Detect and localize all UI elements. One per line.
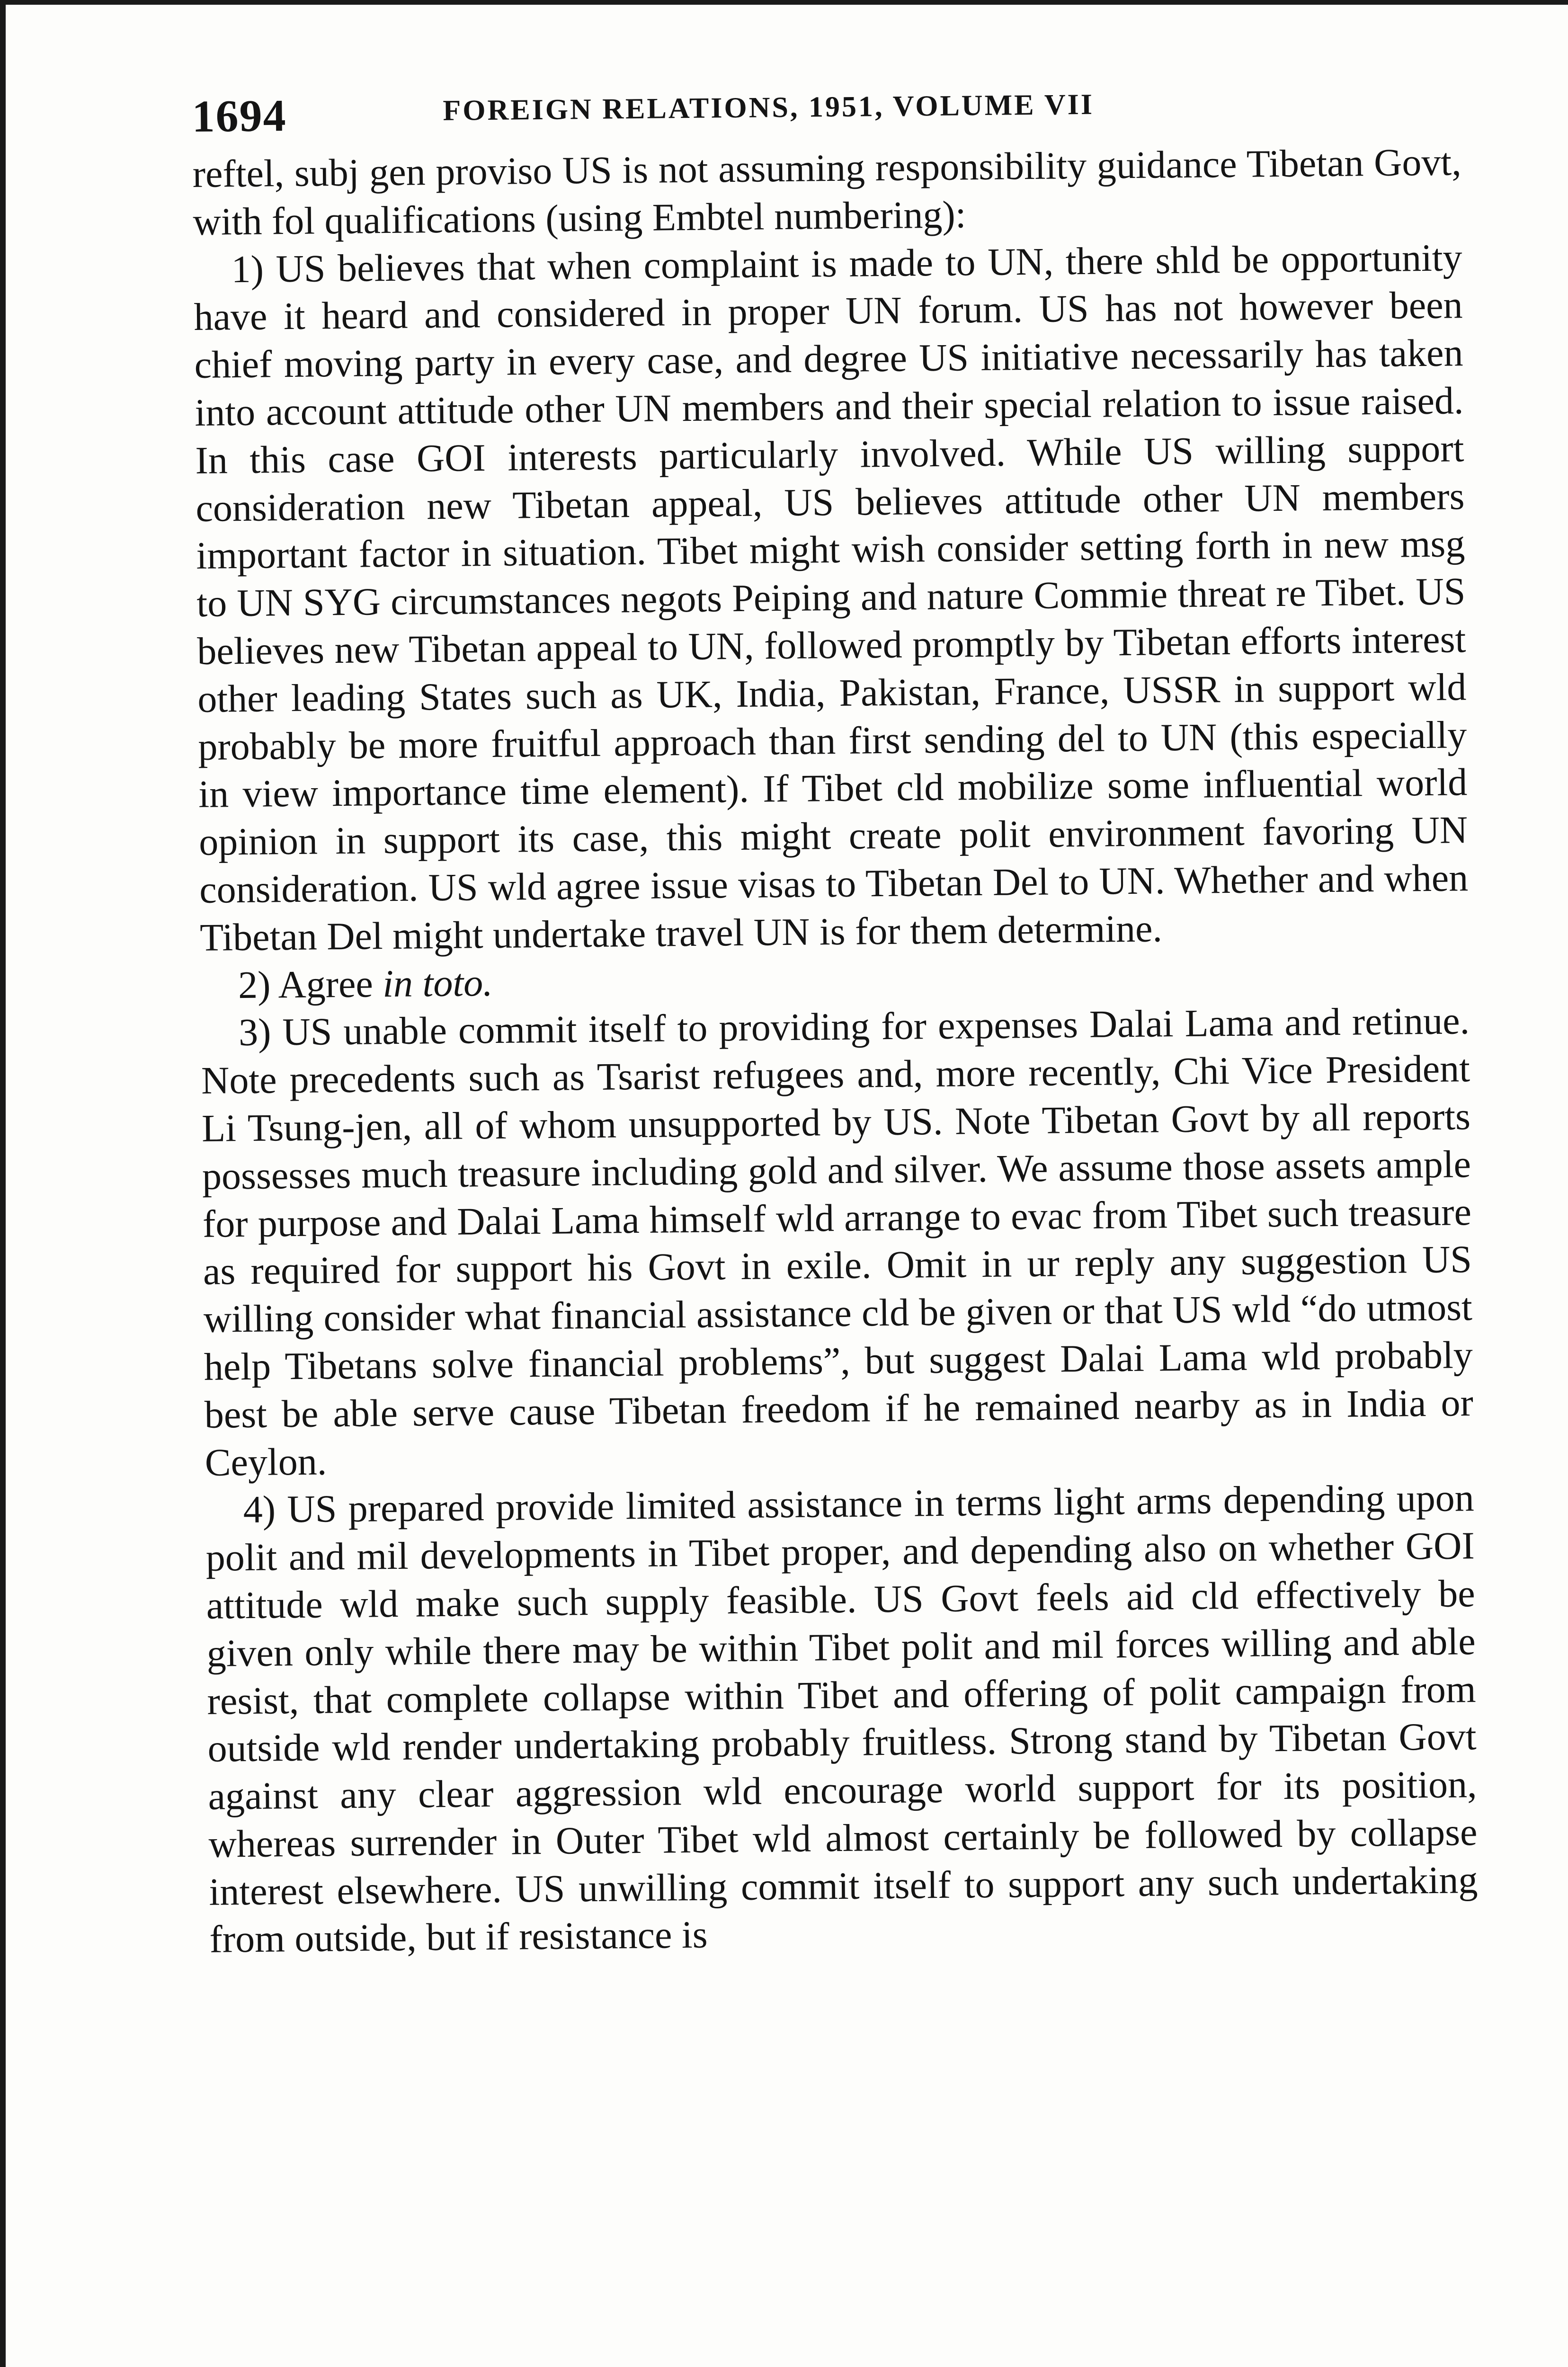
body-text <box>192 138 1479 1964</box>
item-2-text: 2) Agree <box>238 961 383 1006</box>
paragraph-item-3: 3) US unable commit itself to providing for expenses Dalai Lama and retinue. Note precedents such as Tsarist refugees and, more recently, Chi Vice President Li Tsung-jen, all of whom unsupported by US. Note Tibetan Govt by all reports possesses much treasure including gold and silver. We assume those assets ample for purpose and Dalai Lama himself wld arrange to evac from Tibet such treasure as required for support his Govt in exile. Omit in ur reply any suggestion US willing consider what financial assistance cld be given or that US wld “do utmost help Tibetans solve financial problems”, but suggest Dalai Lama wld probably best be able serve cause Tibetan freedom if he remained nearby as in India or Ceylon. <box>201 999 1474 1484</box>
running-title: FOREIGN RELATIONS, 1951, VOLUME VII <box>443 88 1095 127</box>
paragraph-continued: reftel, subj gen proviso US is not assuming responsibility guidance Tibetan Govt, with fol qualifications (using Embtel numbering): <box>192 140 1462 243</box>
running-head <box>192 78 1461 147</box>
scan-left-edge <box>0 0 6 2367</box>
paragraph-item-1: 1) US believes that when complaint is made to UN, there shld be opportunity have it heard and considered in proper UN forum. US has not however been chief moving party in every case, and degree US initiative necessarily has taken into account attitude other UN members and their special relation to issue raised. In this case GOI interests particularly involved. While US willing support consideration new Tibetan appeal, US believes attitude other UN members important factor in situation. Tibet might wish consider setting forth in new msg to UN SYG circumstances negots Peiping and nature Commie threat re Tibet. US believes new Tibetan appeal to UN, followed promptly by Tibetan efforts interest other leading States such as UK, India, Pakistan, France, USSR in support wld probably be more fruitful approach than first sending del to UN (this especially in view importance time element). If Tibet cld mobilize some influential world opinion in support its case, this might create polit environment favoring UN consideration. US wld agree issue visas to Tibetan Del to UN. Whether and when Tibetan Del might undertake travel UN is for them determine. <box>194 235 1469 959</box>
paragraph-item-4: 4) US prepared provide limited assistance in terms light arms depending upon polit and mil developments in Tibet proper, and depending also on whether GOI attitude wld make such supply feasible. US Govt feels aid cld effectively be given only while there may be within Tibet polit and mil forces willing and able resist, that complete collapse within Tibet and offering of polit campaign from outside wld render undertaking probably fruitless. Strong stand by Tibetan Govt against any clear aggression wld encourage world support for its position, whereas surrender in Outer Tibet wld almost certainly be followed by collapse interest elsewhere. US unwilling commit itself to support any such undertaking from outside, but if resistance is <box>205 1476 1478 1961</box>
document-page <box>192 78 1479 1964</box>
item-2-italic-text: in toto. <box>382 961 493 1005</box>
page-number: 1694 <box>192 90 287 142</box>
scan-top-edge <box>0 0 1568 5</box>
